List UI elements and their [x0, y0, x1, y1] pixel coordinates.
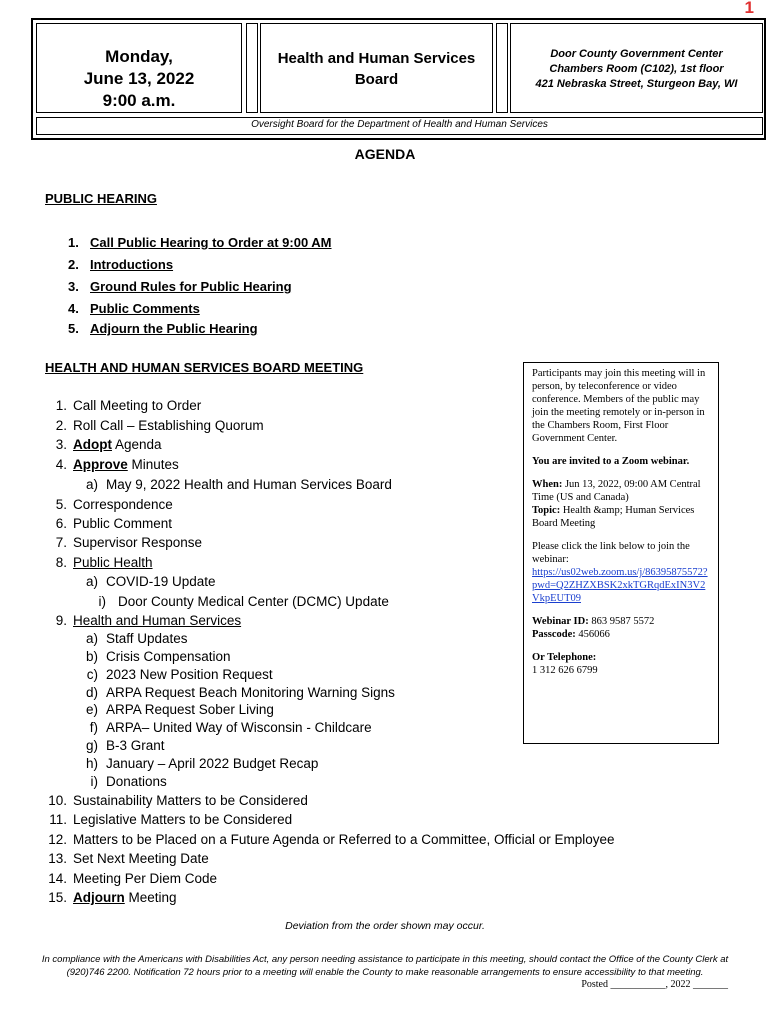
- item-label: Call Public Hearing to Order at 9:00 AM: [90, 235, 332, 250]
- item-label: January – April 2022 Budget Recap: [106, 756, 319, 771]
- item-number: 8.: [55, 555, 67, 570]
- webinar-id-label: Webinar ID:: [532, 616, 589, 627]
- item-number: 1.: [68, 235, 79, 250]
- when-label: When:: [532, 479, 563, 490]
- public-hearing-heading: PUBLIC HEARING: [45, 191, 157, 206]
- item-number: 10.: [48, 793, 67, 808]
- item-number: a): [85, 631, 98, 646]
- item-number: h): [85, 756, 98, 771]
- agenda-item: [45, 535, 202, 550]
- phone-label: Or Telephone:: [532, 652, 597, 663]
- item-number: 4.: [55, 457, 67, 472]
- hearing-item: [68, 257, 173, 272]
- agenda-item: [45, 437, 162, 452]
- date-time: 9:00 a.m.: [102, 91, 176, 110]
- item-number: 13.: [48, 851, 67, 866]
- item-label: Staff Updates: [106, 631, 188, 646]
- agenda-item: [45, 418, 264, 433]
- meeting-date: [36, 46, 242, 112]
- item-label: Matters to be Placed on a Future Agenda or Referred to a Committee, Official or Employee: [73, 832, 615, 847]
- item-label: Meeting Per Diem Code: [73, 871, 218, 886]
- topic-label: Topic:: [532, 505, 561, 516]
- hearing-item: [68, 235, 332, 250]
- webinar-link[interactable]: https://us02web.zoom.us/j/86395875572?pwd=Q2ZHZXBSK2xkTGRqdExIN3V2VkpEUT09: [532, 567, 708, 604]
- item-label: May 9, 2022 Health and Human Services Board: [106, 477, 392, 492]
- item-label: Meeting: [124, 890, 177, 905]
- board-title-line1: Health and Human Services: [277, 50, 476, 67]
- passcode-value: 456066: [575, 629, 610, 640]
- deviation-note: Deviation from the order shown may occur.: [285, 920, 485, 932]
- item-label: Crisis Compensation: [106, 649, 231, 664]
- agenda-item: [45, 851, 209, 866]
- item-number: 15.: [48, 890, 67, 905]
- item-number: 5.: [68, 321, 79, 336]
- zoom-info-box: [523, 362, 719, 744]
- item-label: Legislative Matters to be Considered: [73, 812, 293, 827]
- header-divider: [246, 23, 258, 113]
- zoom-ids: [532, 615, 710, 641]
- date-weekday: Monday,: [105, 47, 173, 66]
- ada-compliance-note: In compliance with the Americans with Disabilities Act, any person needing assistance to participate in this meeting, should contact the Office of the County Clerk at (920)746 2200. Notification 72 hours prior to a meeting will enable the County to make reasonable arrangements to ensure accessibility to that meeting.: [41, 954, 729, 978]
- item-number: g): [85, 738, 98, 753]
- item-label: ARPA– United Way of Wisconsin - Childcare: [106, 720, 372, 735]
- item-number: 4.: [68, 301, 79, 316]
- location-line2: Chambers Room (C102), 1st floor: [549, 63, 724, 75]
- agenda-item: [45, 555, 153, 570]
- board-title-line2: Board: [354, 71, 399, 88]
- agenda-subitem: [82, 738, 165, 753]
- item-number: 11.: [49, 812, 67, 827]
- item-number: 3.: [68, 279, 79, 294]
- item-label: Public Comment: [73, 516, 173, 531]
- item-number: 3.: [55, 437, 67, 452]
- passcode-label: Passcode:: [532, 629, 576, 640]
- hearing-item: [68, 321, 258, 336]
- item-action: Adjourn: [73, 890, 125, 905]
- item-label: Health and Human Services: [73, 613, 242, 628]
- hearing-item: [68, 301, 200, 316]
- location-line1: Door County Government Center: [550, 48, 723, 60]
- item-number: a): [85, 574, 98, 589]
- item-label: Set Next Meeting Date: [73, 851, 209, 866]
- agenda-item: [45, 871, 217, 886]
- item-label: Correspondence: [73, 497, 173, 512]
- agenda-item: [45, 832, 615, 847]
- item-label: Public Health: [73, 555, 153, 570]
- item-number: 9.: [55, 613, 67, 628]
- item-label: COVID-19 Update: [106, 574, 216, 589]
- zoom-invite-text: You are invited to a Zoom webinar.: [532, 456, 690, 467]
- zoom-link-block: [532, 540, 710, 605]
- board-title: [260, 48, 493, 90]
- item-label: ARPA Request Beach Monitoring Warning Signs: [106, 685, 395, 700]
- agenda-subitem: [82, 774, 167, 789]
- item-label: ARPA Request Sober Living: [106, 702, 274, 717]
- location-line3: 421 Nebraska Street, Sturgeon Bay, WI: [535, 78, 738, 90]
- hearing-item: [68, 279, 292, 294]
- agenda-item: [45, 398, 201, 413]
- item-number: f): [89, 720, 98, 735]
- click-instructions: Please click the link below to join the webinar:: [532, 541, 690, 565]
- when-value: Jun 13, 2022, 09:00 AM Central Time (US and Canada): [532, 479, 701, 503]
- agenda-item: [45, 457, 179, 472]
- item-label: Roll Call – Establishing Quorum: [73, 418, 264, 433]
- item-label: Sustainability Matters to be Considered: [73, 793, 308, 808]
- posted-line: Posted ___________, 2022 _______: [581, 979, 728, 990]
- item-number: 5.: [55, 497, 67, 512]
- item-label: Supervisor Response: [73, 535, 203, 550]
- zoom-when-topic: [532, 478, 710, 530]
- agenda-subitem: [82, 649, 231, 664]
- item-label: Adjourn the Public Hearing: [90, 321, 258, 336]
- zoom-intro: Participants may join this meeting will in person, by teleconference or video conference. Members of the public may join the meeting remotely or in-person in the Chambers Room, First Floor Government Center.: [532, 368, 706, 444]
- agenda-subitem: [82, 631, 188, 646]
- meeting-location: [510, 47, 763, 92]
- phone-value: 1 312 626 6799: [532, 665, 598, 676]
- item-number: 14.: [48, 871, 67, 886]
- item-label: Introductions: [90, 257, 174, 272]
- agenda-item: [45, 890, 177, 905]
- item-number: 2.: [68, 257, 79, 272]
- agenda-subitem: [82, 756, 318, 771]
- topic-value: Health &amp; Human Services Board Meeting: [532, 505, 695, 529]
- item-number: 6.: [55, 516, 67, 531]
- item-number: i): [98, 594, 106, 609]
- agenda-subitem: [92, 594, 389, 609]
- agenda-subitem: [82, 574, 216, 589]
- webinar-id-value: 863 9587 5572: [588, 616, 655, 627]
- item-number: 12.: [48, 832, 67, 847]
- item-label: Public Comments: [90, 301, 200, 316]
- agenda-subitem: [82, 667, 273, 682]
- header-divider: [496, 23, 508, 113]
- agenda-title: AGENDA: [354, 146, 416, 162]
- item-label: Call Meeting to Order: [73, 398, 202, 413]
- agenda-subitem: [82, 477, 392, 492]
- board-meeting-heading: HEALTH AND HUMAN SERVICES BOARD MEETING: [45, 360, 364, 375]
- item-label: B-3 Grant: [106, 738, 165, 753]
- item-number: i): [90, 774, 98, 789]
- item-number: 7.: [55, 535, 67, 550]
- item-number: a): [85, 477, 98, 492]
- item-number: e): [85, 702, 98, 717]
- agenda-subitem: [82, 685, 395, 700]
- item-number: 1.: [55, 398, 67, 413]
- item-label: Ground Rules for Public Hearing: [90, 279, 292, 294]
- zoom-invite: [532, 455, 710, 468]
- page-number: 1: [744, 0, 754, 17]
- item-number: 2.: [55, 418, 67, 433]
- agenda-subitem: [82, 702, 274, 717]
- item-number: c): [86, 667, 98, 682]
- agenda-subitem: [82, 720, 372, 735]
- item-number: b): [85, 649, 98, 664]
- item-label: Door County Medical Center (DCMC) Update: [118, 594, 389, 609]
- item-action: Adopt: [73, 437, 112, 452]
- item-action: Approve: [73, 457, 128, 472]
- agenda-item: [45, 497, 173, 512]
- item-number: d): [85, 685, 98, 700]
- item-label: 2023 New Position Request: [106, 667, 273, 682]
- zoom-phone: [532, 651, 710, 677]
- agenda-item: [45, 812, 292, 827]
- oversight-text: Oversight Board for the Department of Health and Human Services: [251, 119, 548, 130]
- item-label: Donations: [106, 774, 167, 789]
- item-label: Minutes: [127, 457, 179, 472]
- agenda-item: [45, 613, 241, 628]
- agenda-item: [45, 793, 308, 808]
- agenda-item: [45, 516, 172, 531]
- item-label: Agenda: [111, 437, 162, 452]
- date-day: June 13, 2022: [83, 69, 195, 88]
